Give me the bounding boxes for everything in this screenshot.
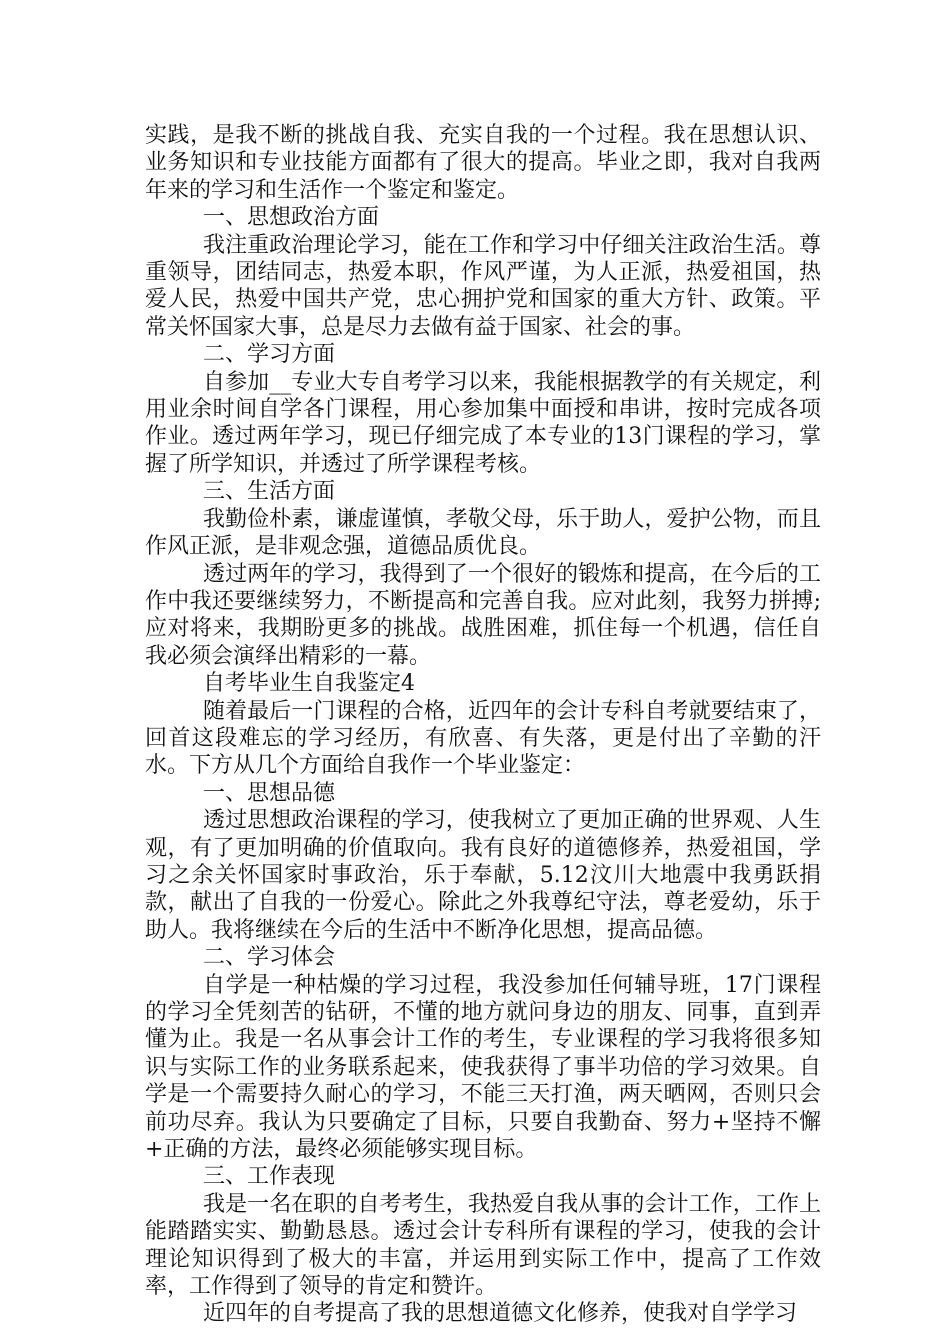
paragraph: 自学是一种枯燥的学习过程，我没参加任何辅导班，17门课程的学习全凭刻苦的钻研，不懂的地方就问身边的朋友、同事，直到弄懂为止。我是一名从事会计工作的考生，专业课程的学习我将很多知识与实际工作的业务联系起来，使我获得了事半功倍的学习效果。自学是一个需要持久耐心的学习，不能三天打渔，两天晒网，否则只会前功尽弃。我认为只要确定了目标，只要自我勤奋、努力+坚持不懈+正确的方法，最终必须能够实现目标。	[145, 972, 821, 1163]
section-heading: 一、思想品德	[203, 780, 336, 806]
paragraph: 自参加__专业大专自考学习以来，我能根据教学的有关规定，利用业余时间自学各门课程，用心参加集中面授和串讲，按时完成各项作业。透过两年学习，现已仔细完成了本专业的13门课程的学习，掌握了所学知识，并透过了所学课程考核。	[145, 369, 821, 477]
article-title: 自考毕业生自我鉴定4	[203, 671, 415, 697]
section-heading: 三、生活方面	[203, 479, 336, 505]
paragraph: 我注重政治理论学习，能在工作和学习中仔细关注政治生活。尊重领导，团结同志，热爱本职，作风严谨，为人正派，热爱祖国，热爱人民，热爱中国共产党，忠心拥护党和国家的重大方针、政策。平常关怀国家大事，总是尽力去做有益于国家、社会的事。	[145, 232, 821, 340]
section-heading: 二、学习体会	[203, 945, 336, 971]
section-heading: 三、工作表现	[203, 1164, 336, 1190]
paragraph: 透过两年的学习，我得到了一个很好的锻炼和提高，在今后的工作中我还要继续努力，不断提高和完善自我。应对此刻，我努力拼搏;应对将来，我期盼更多的挑战。战胜困难，抓住每一个机遇，信任自我必须会演绎出精彩的一幕。	[145, 561, 821, 669]
paragraph: 近四年的自考提高了我的思想道德文化修养，使我对自学学习	[203, 1301, 798, 1327]
paragraph: 我勤俭朴素，谦虚谨慎，孝敬父母，乐于助人，爱护公物，而且作风正派，是非观念强，道德品质优良。	[145, 506, 821, 560]
document-body	[145, 122, 821, 1328]
paragraph: 透过思想政治课程的学习，使我树立了更加正确的世界观、人生观，有了更加明确的价值取向。我有良好的道德修养，热爱祖国，学习之余关怀国家时事政治，乐于奉献，5.12汶川大地震中我勇跃捐款，献出了自我的一份爱心。除此之外我尊纪守法，尊老爱幼，乐于助人。我将继续在今后的生活中不断净化思想，提高品德。	[145, 808, 821, 943]
paragraph: 实践，是我不断的挑战自我、充实自我的一个过程。我在思想认识、业务知识和专业技能方面都有了很大的提高。毕业之即，我对自我两年来的学习和生活作一个鉴定和鉴定。	[145, 123, 821, 203]
section-heading: 二、学习方面	[203, 342, 336, 368]
section-heading: 一、思想政治方面	[203, 205, 380, 231]
paragraph: 我是一名在职的自考考生，我热爱自我从事的会计工作，工作上能踏踏实实、勤勤恳恳。透过会计专科所有课程的学习，使我的会计理论知识得到了极大的丰富，并运用到实际工作中，提高了工作效率，工作得到了领导的肯定和赞许。	[145, 1191, 821, 1300]
paragraph: 随着最后一门课程的合格，近四年的会计专科自考就要结束了，回首这段难忘的学习经历，有欣喜、有失落，更是付出了辛勤的汗水。下方从几个方面给自我作一个毕业鉴定：	[145, 698, 821, 779]
